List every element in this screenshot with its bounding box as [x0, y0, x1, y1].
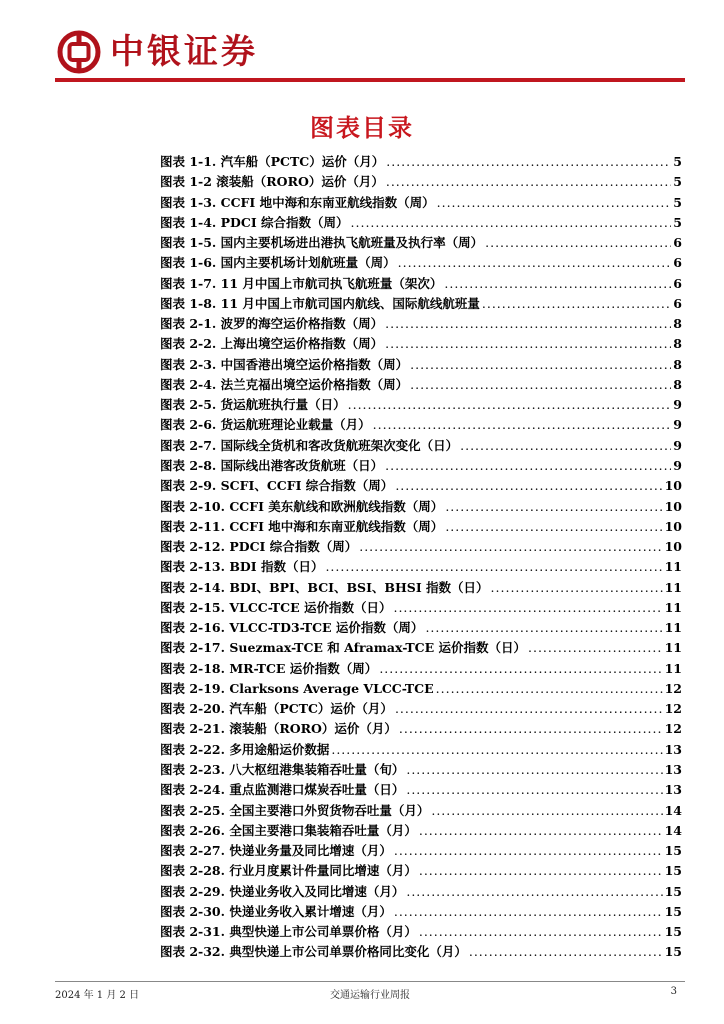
toc-leader-dots [485, 235, 671, 250]
toc-leader-dots [398, 255, 672, 270]
toc-entry-page: 10 [664, 478, 682, 494]
toc-entry-label: 图表 2-21. 滚装船（RORO）运价（月） [160, 721, 397, 737]
toc-entry-page: 15 [664, 883, 682, 899]
toc-leader-dots [528, 640, 663, 655]
toc-leader-dots [386, 154, 671, 169]
toc-leader-dots [385, 336, 671, 351]
toc-entry-label: 图表 2-4. 法兰克福出境空运价格指数（周） [160, 376, 409, 392]
toc-leader-dots [444, 276, 671, 291]
toc-entry[interactable] [160, 294, 682, 314]
toc-entry-label: 图表 2-22. 多用途船运价数据 [160, 741, 330, 757]
toc-entry-label: 图表 2-17. Suezmax-TCE 和 Aframax-TCE 运价指数（日） [160, 640, 527, 656]
toc-entry[interactable] [160, 821, 682, 841]
toc-entry-page: 12 [664, 680, 682, 696]
toc-entry-label: 图表 2-1. 波罗的海空运价格指数（周） [160, 316, 384, 332]
toc-leader-dots [395, 478, 662, 493]
toc-entry-label: 图表 2-30. 快递业务收入累计增速（月） [160, 903, 392, 919]
toc-leader-dots [419, 863, 663, 878]
toc-entry[interactable] [160, 395, 682, 415]
toc-entry-label: 图表 2-14. BDI、BPI、BCI、BSI、BHSI 指数（日） [160, 579, 489, 595]
toc-entry-label: 图表 2-32. 典型快递上市公司单票价格同比变化（月） [160, 944, 467, 960]
toc-entry[interactable] [160, 780, 682, 800]
toc-entry-page: 6 [673, 295, 682, 311]
toc-entry-page: 15 [664, 944, 682, 960]
toc-entry-page: 12 [664, 721, 682, 737]
toc-entry-label: 图表 2-12. PDCI 综合指数（周） [160, 539, 358, 555]
toc-entry[interactable] [160, 679, 682, 699]
toc-entry-page: 5 [673, 214, 682, 230]
toc-entry[interactable] [160, 314, 682, 334]
toc-entry-page: 8 [673, 356, 682, 372]
toc-entry-page: 6 [673, 255, 682, 271]
toc-entry[interactable] [160, 517, 682, 537]
toc-entry-page: 11 [664, 599, 682, 615]
toc-entry[interactable] [160, 618, 682, 638]
toc-leader-dots [359, 539, 662, 554]
toc-entry[interactable] [160, 193, 682, 213]
toc-leader-dots [445, 499, 662, 514]
toc-entry[interactable] [160, 902, 682, 922]
toc-leader-dots [373, 417, 672, 432]
toc-leader-dots [393, 600, 662, 615]
toc-leader-dots [406, 762, 662, 777]
toc-leader-dots [386, 174, 671, 189]
toc-leader-dots [410, 377, 671, 392]
toc-leader-dots [395, 701, 663, 716]
toc-leader-dots [399, 721, 663, 736]
toc-entry[interactable] [160, 537, 682, 557]
toc-entry-label: 图表 2-8. 国际线出港客改货航班（日） [160, 457, 384, 473]
toc-leader-dots [419, 823, 663, 838]
toc-leader-dots [325, 559, 662, 574]
toc-entry[interactable] [160, 334, 682, 354]
toc-entry[interactable] [160, 172, 682, 192]
toc-entry-label: 图表 2-31. 典型快递上市公司单票价格（月） [160, 924, 417, 940]
footer-report-title: 交通运输行业周报 [330, 990, 410, 1001]
toc-entry-page: 15 [664, 924, 682, 940]
toc-leader-dots [482, 296, 671, 311]
toc-entry[interactable] [160, 922, 682, 942]
toc-entry-label: 图表 2-9. SCFI、CCFI 综合指数（周） [160, 478, 394, 494]
toc-entry-page: 5 [673, 174, 682, 190]
toc-entry-label: 图表 1-7. 11 月中国上市航司执飞航班量（架次） [160, 275, 443, 291]
toc-entry-page: 5 [673, 154, 682, 169]
toc-entry[interactable] [160, 598, 682, 618]
toc-leader-dots [351, 215, 672, 230]
toc-entry-label: 图表 1-6. 国内主要机场计划航班量（周） [160, 255, 396, 271]
footer-page-number: 3 [670, 986, 677, 997]
toc-leader-dots [385, 316, 671, 331]
toc-entry-label: 图表 2-2. 上海出境空运价格指数（周） [160, 336, 384, 352]
toc-entry-page: 12 [664, 701, 682, 717]
toc-entry-label: 图表 2-29. 快递业务收入及同比增速（月） [160, 883, 405, 899]
toc-entry-label: 图表 2-16. VLCC-TD3-TCE 运价指数（周） [160, 620, 424, 636]
toc-entry-page: 9 [673, 417, 682, 433]
toc-leader-dots [491, 580, 663, 595]
toc-entry-label: 图表 2-26. 全国主要港口集装箱吞吐量（月） [160, 822, 417, 838]
toc-entry-page: 5 [673, 194, 682, 210]
toc-entry-label: 图表 2-23. 八大枢纽港集装箱吞吐量（旬） [160, 761, 405, 777]
toc-entry[interactable] [160, 436, 682, 456]
page-header [55, 28, 685, 84]
toc-entry-page: 11 [664, 579, 682, 595]
toc-leader-dots [445, 519, 662, 534]
toc-entry[interactable] [160, 415, 682, 435]
toc-entry-label: 图表 2-19. Clarksons Average VLCC-TCE [160, 680, 434, 696]
toc-entry-label: 图表 1-5. 国内主要机场进出港执飞航班量及执行率（周） [160, 235, 484, 251]
toc-entry[interactable] [160, 233, 682, 253]
toc-entry-label: 图表 1-2 滚装船（RORO）运价（月） [160, 174, 384, 190]
toc-leader-dots [469, 944, 663, 959]
toc-leader-dots [431, 803, 662, 818]
toc-entry[interactable] [160, 719, 682, 739]
toc-entry-label: 图表 2-15. VLCC-TCE 运价指数（日） [160, 599, 392, 615]
toc-entry[interactable] [160, 740, 682, 760]
toc-entry-label: 图表 2-24. 重点监测港口煤炭吞吐量（日） [160, 782, 405, 798]
toc-leader-dots [460, 438, 671, 453]
toc-entry-page: 14 [664, 802, 682, 818]
toc-entry-label: 图表 1-8. 11 月中国上市航司国内航线、国际航线航班量 [160, 295, 480, 311]
toc-entry-page: 14 [664, 822, 682, 838]
toc-entry[interactable] [160, 760, 682, 780]
header-divider [55, 78, 685, 82]
toc-entry[interactable] [160, 253, 682, 273]
toc-entry-page: 6 [673, 275, 682, 291]
toc-entry-label: 图表 2-11. CCFI 地中海和东南亚航线指数（周） [160, 518, 444, 534]
toc-entry-label: 图表 1-4. PDCI 综合指数（周） [160, 214, 349, 230]
toc-entry-page: 13 [664, 782, 682, 798]
toc-entry[interactable] [160, 456, 682, 476]
toc-entry[interactable] [160, 274, 682, 294]
toc-entry-label: 图表 2-10. CCFI 美东航线和欧洲航线指数（周） [160, 498, 444, 514]
toc-entry-page: 9 [673, 397, 682, 413]
toc-entry[interactable] [160, 557, 682, 577]
bank-of-china-logo-icon [57, 30, 101, 74]
toc-entry[interactable] [160, 213, 682, 233]
toc-leader-dots [385, 458, 671, 473]
toc-entry[interactable] [160, 801, 682, 821]
toc-title: 图表目录 [310, 114, 414, 142]
toc-entry[interactable] [160, 476, 682, 496]
toc-leader-dots [379, 661, 662, 676]
footer-date: 2024 年 1 月 2 日 [55, 990, 140, 1001]
toc-entry-label: 图表 1-3. CCFI 地中海和东南亚航线指数（周） [160, 194, 435, 210]
toc-entry-page: 15 [664, 843, 682, 859]
toc-entry-label: 图表 1-1. 汽车船（PCTC）运价（月） [160, 154, 385, 169]
toc-entry[interactable] [160, 355, 682, 375]
toc-entry[interactable] [160, 861, 682, 881]
toc-entry-label: 图表 2-6. 货运航班理论业载量（月） [160, 417, 371, 433]
toc-leader-dots [331, 742, 662, 757]
toc-entry-page: 9 [673, 437, 682, 453]
toc-entry-page: 13 [664, 741, 682, 757]
toc-entry-page: 10 [664, 518, 682, 534]
toc-entry[interactable] [160, 659, 682, 679]
toc-leader-dots [394, 843, 663, 858]
toc-entry-page: 15 [664, 863, 682, 879]
toc-entry-page: 8 [673, 336, 682, 352]
toc-entry-page: 10 [664, 539, 682, 555]
toc-entry-label: 图表 2-13. BDI 指数（日） [160, 559, 324, 575]
toc-leader-dots [410, 357, 671, 372]
toc-entry-label: 图表 2-3. 中国香港出境空运价格指数（周） [160, 356, 409, 372]
toc-entry[interactable] [160, 578, 682, 598]
toc-leader-dots [425, 620, 662, 635]
brand-name: 中银证券 [110, 32, 258, 72]
toc-entry-page: 11 [664, 660, 682, 676]
toc-entry[interactable] [160, 841, 682, 861]
toc-entry-page: 9 [673, 457, 682, 473]
toc-entry-label: 图表 2-27. 快递业务量及同比增速（月） [160, 843, 392, 859]
toc-entry-label: 图表 2-20. 汽车船（PCTC）运价（月） [160, 701, 393, 717]
toc-leader-dots [348, 397, 672, 412]
toc-entry[interactable] [160, 497, 682, 517]
toc-leader-dots [419, 924, 663, 939]
toc-entry[interactable] [160, 375, 682, 395]
toc-entry-page: 15 [664, 903, 682, 919]
toc-entry[interactable] [160, 942, 682, 962]
toc-list [160, 152, 682, 963]
toc-entry-label: 图表 2-28. 行业月度累计件量同比增速（月） [160, 863, 417, 879]
toc-entry-label: 图表 2-25. 全国主要港口外贸货物吞吐量（月） [160, 802, 430, 818]
toc-entry[interactable] [160, 699, 682, 719]
toc-entry-label: 图表 2-5. 货运航班执行量（日） [160, 397, 346, 413]
toc-entry-label: 图表 2-18. MR-TCE 运价指数（周） [160, 660, 378, 676]
toc-leader-dots [436, 681, 663, 696]
toc-leader-dots [406, 884, 662, 899]
toc-entry[interactable] [160, 152, 682, 172]
toc-entry-page: 11 [664, 640, 682, 656]
toc-entry[interactable] [160, 882, 682, 902]
toc-leader-dots [406, 782, 662, 797]
page-footer [55, 986, 685, 1000]
footer-divider [55, 981, 685, 982]
toc-entry-page: 8 [673, 376, 682, 392]
toc-entry[interactable] [160, 638, 682, 658]
toc-entry-page: 10 [664, 498, 682, 514]
toc-entry-page: 8 [673, 316, 682, 332]
toc-entry-label: 图表 2-7. 国际线全货机和客改货航班架次变化（日） [160, 437, 459, 453]
toc-leader-dots [437, 195, 672, 210]
toc-leader-dots [394, 904, 663, 919]
toc-entry-page: 13 [664, 761, 682, 777]
toc-entry-page: 11 [664, 559, 682, 575]
toc-entry-page: 6 [673, 235, 682, 251]
toc-entry-page: 11 [664, 620, 682, 636]
